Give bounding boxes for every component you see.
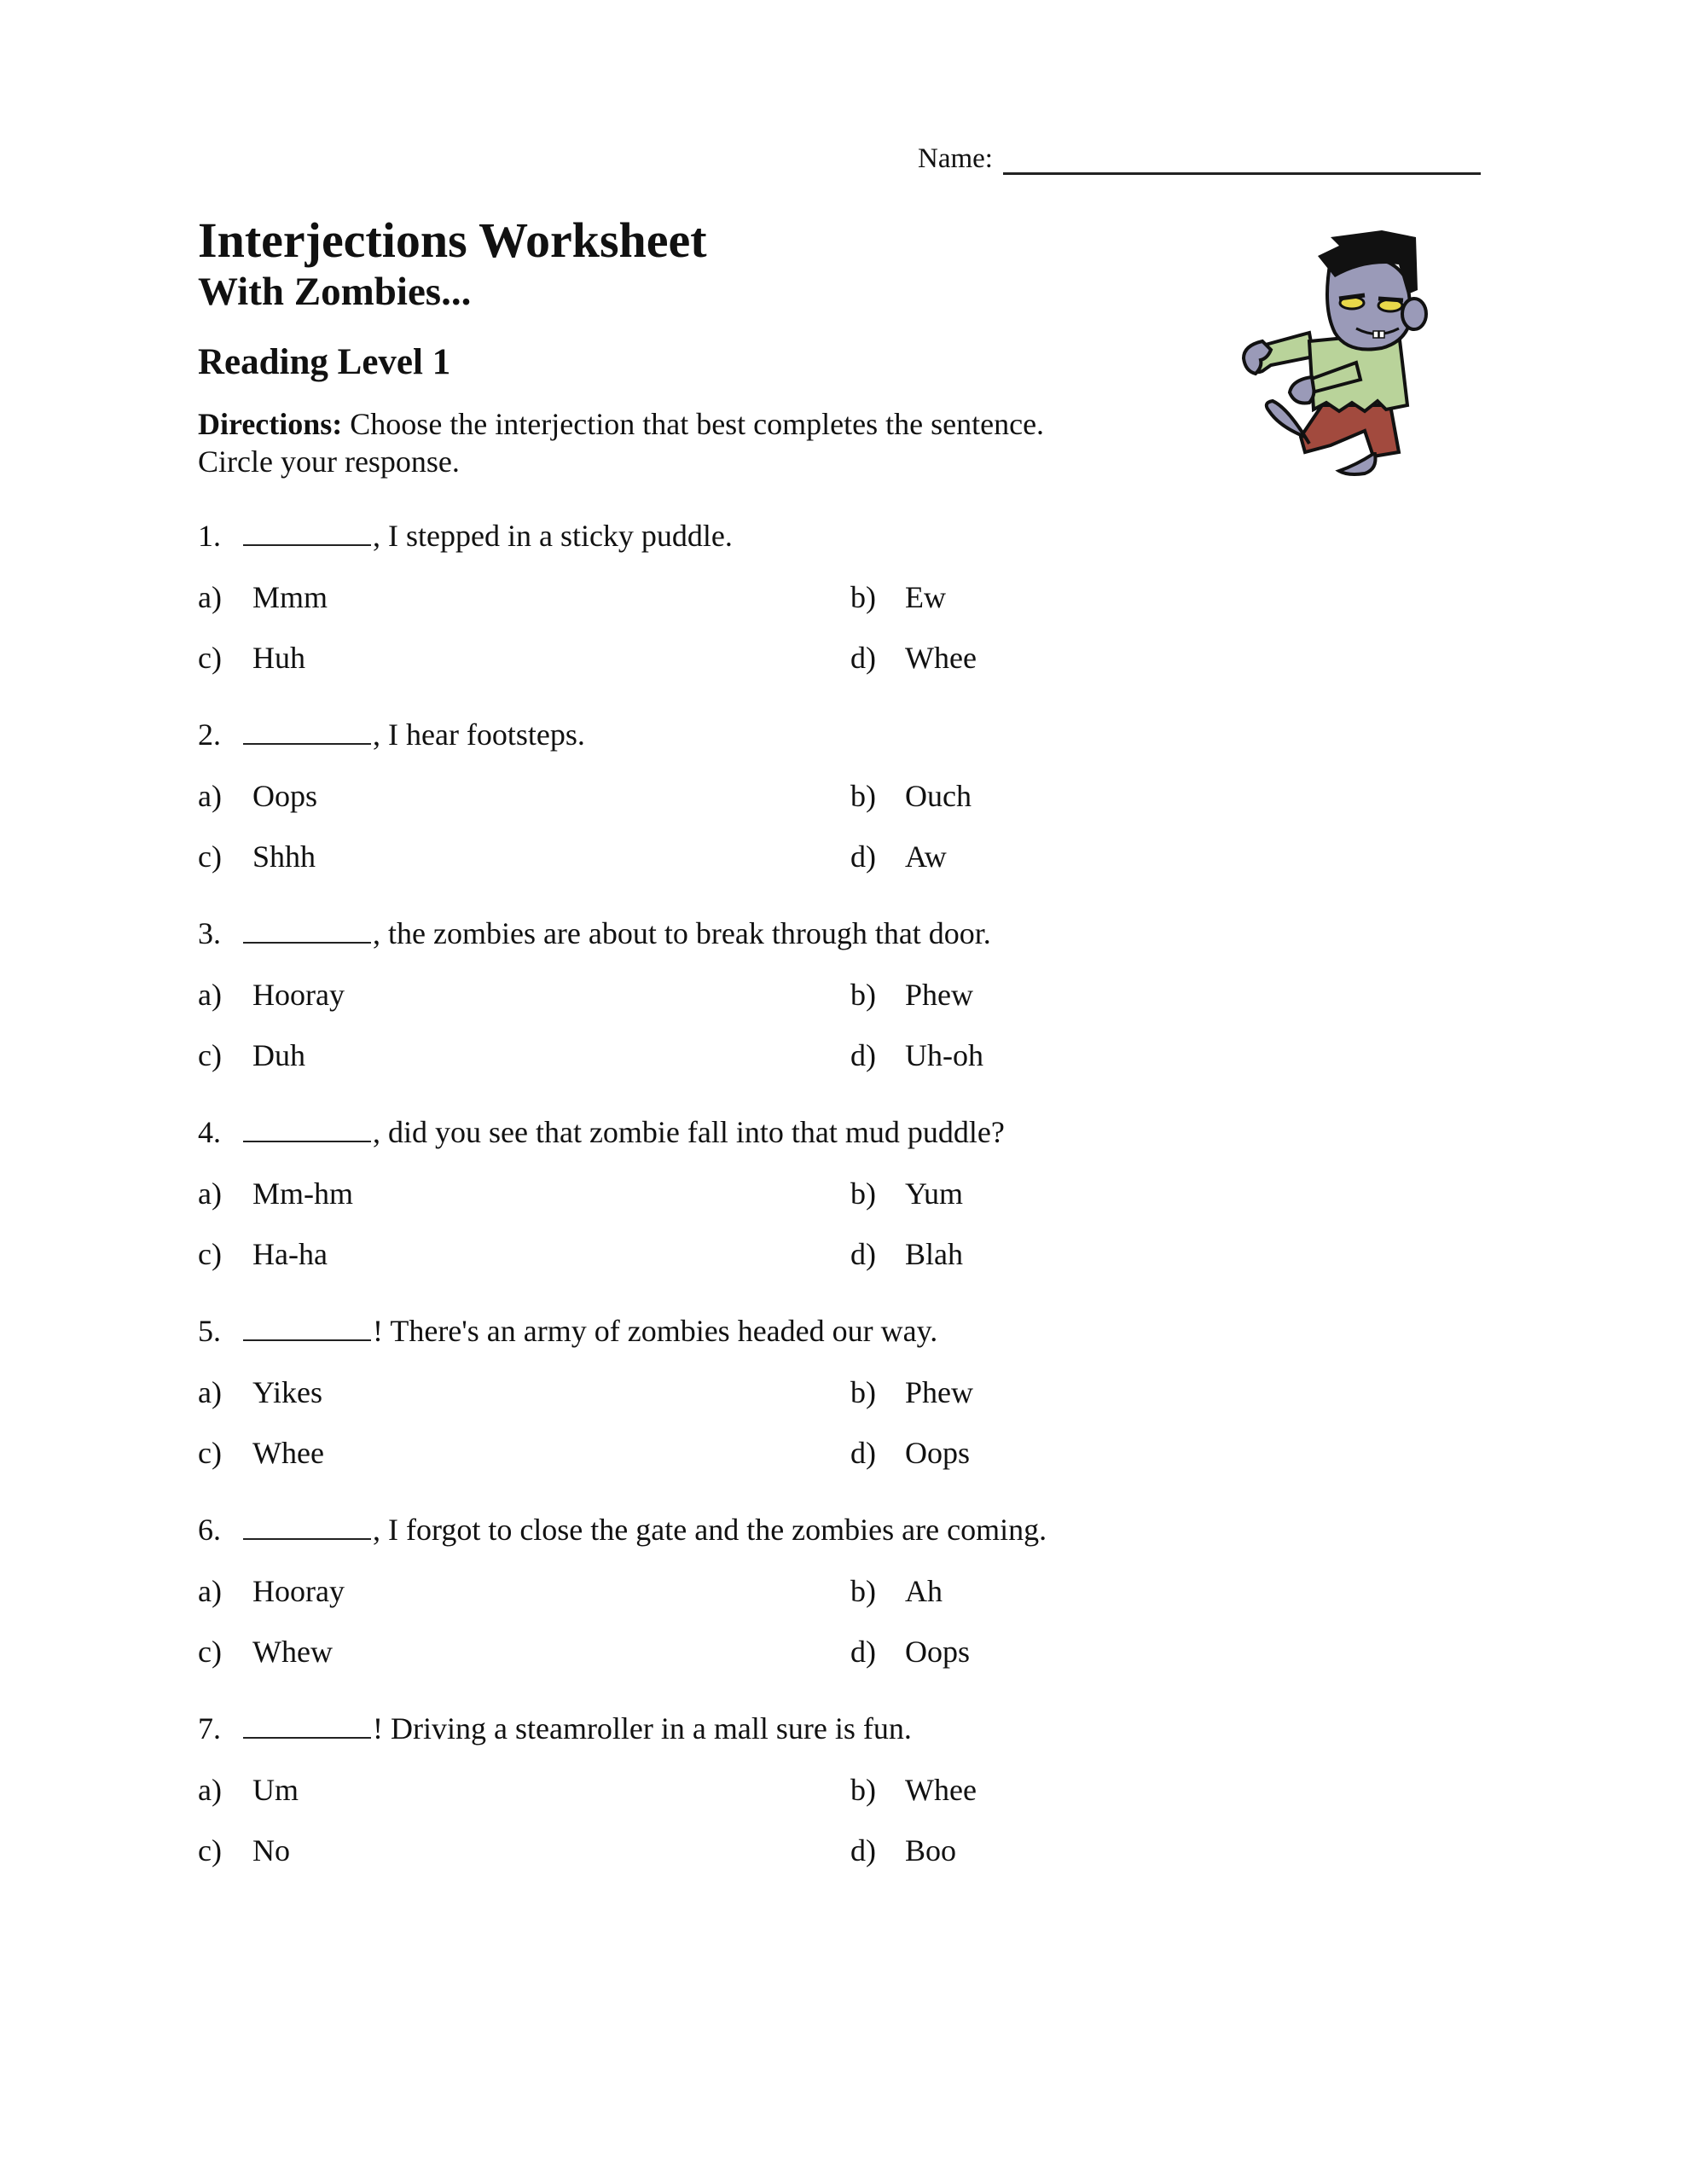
option-letter: c) xyxy=(198,839,222,874)
answer-option[interactable] xyxy=(198,1772,299,1808)
option-text[interactable]: Phew xyxy=(905,1375,973,1409)
answer-option[interactable] xyxy=(198,1037,305,1073)
option-text[interactable]: Oops xyxy=(905,1635,971,1669)
answer-option[interactable] xyxy=(198,1634,333,1670)
answer-blank[interactable] xyxy=(243,1314,371,1341)
option-text[interactable]: Oops xyxy=(905,1436,971,1470)
question-punctuation: ! xyxy=(373,1314,383,1348)
option-letter: c) xyxy=(198,641,222,675)
option-text[interactable]: No xyxy=(252,1833,290,1867)
option-text[interactable]: Ah xyxy=(905,1574,943,1608)
question-number: 3. xyxy=(198,916,221,950)
question-sentence xyxy=(198,1711,912,1746)
option-text[interactable]: Huh xyxy=(252,641,305,675)
option-letter: a) xyxy=(198,1375,222,1409)
answer-option[interactable] xyxy=(198,1374,322,1410)
option-letter: a) xyxy=(198,1574,222,1608)
question-text: There's an army of zombies headed our way. xyxy=(383,1314,938,1348)
option-letter: d) xyxy=(850,1237,876,1271)
answer-blank[interactable] xyxy=(243,916,371,944)
answer-option[interactable] xyxy=(850,1634,970,1670)
option-letter: c) xyxy=(198,1833,222,1867)
option-letter: a) xyxy=(198,978,222,1012)
answer-option[interactable] xyxy=(850,1833,956,1868)
directions xyxy=(198,405,1044,480)
option-letter: b) xyxy=(850,978,876,1012)
option-letter: a) xyxy=(198,580,222,614)
question-sentence xyxy=(198,915,991,951)
answer-option[interactable] xyxy=(198,839,316,874)
answer-option[interactable] xyxy=(850,1037,983,1073)
option-text[interactable]: Hooray xyxy=(252,978,345,1012)
answer-option[interactable] xyxy=(850,1176,963,1211)
option-text[interactable]: Oops xyxy=(252,779,318,813)
option-letter: b) xyxy=(850,1176,876,1211)
answer-option[interactable] xyxy=(198,1435,324,1471)
option-letter: d) xyxy=(850,641,876,675)
question-sentence xyxy=(198,1512,1047,1548)
option-letter: a) xyxy=(198,1773,222,1807)
reading-level-heading: Reading Level 1 xyxy=(198,342,451,382)
option-text[interactable]: Ha-ha xyxy=(252,1237,328,1271)
question-number: 1. xyxy=(198,519,221,553)
question-text: did you see that zombie fall into that mud puddle? xyxy=(380,1115,1005,1149)
option-text[interactable]: Whee xyxy=(905,641,977,675)
option-text[interactable]: Aw xyxy=(905,839,947,874)
option-letter: a) xyxy=(198,779,222,813)
name-field[interactable] xyxy=(918,143,1481,175)
option-text[interactable]: Mmm xyxy=(252,580,328,614)
answer-option[interactable] xyxy=(850,1374,973,1410)
option-text[interactable]: Phew xyxy=(905,978,973,1012)
option-text[interactable]: Um xyxy=(252,1773,299,1807)
option-letter: b) xyxy=(850,1773,876,1807)
answer-option[interactable] xyxy=(850,839,947,874)
worksheet-title: Interjections Worksheet xyxy=(198,212,707,268)
question-punctuation: , xyxy=(373,717,380,752)
directions-label: Directions: xyxy=(198,407,343,441)
option-text[interactable]: Ew xyxy=(905,580,946,614)
name-label: Name: xyxy=(918,143,993,174)
option-text[interactable]: Uh-oh xyxy=(905,1038,983,1072)
name-input-line[interactable] xyxy=(1003,147,1481,175)
question-sentence xyxy=(198,1313,937,1349)
option-text[interactable]: Duh xyxy=(252,1038,305,1072)
question-number: 7. xyxy=(198,1711,221,1745)
option-letter: b) xyxy=(850,580,876,614)
question-sentence xyxy=(198,518,733,554)
answer-option[interactable] xyxy=(850,640,977,676)
answer-option[interactable] xyxy=(850,1772,977,1808)
answer-blank[interactable] xyxy=(243,1513,371,1540)
question-punctuation: , xyxy=(373,916,380,950)
answer-option[interactable] xyxy=(198,1176,353,1211)
option-letter: c) xyxy=(198,1038,222,1072)
question-number: 6. xyxy=(198,1513,221,1547)
question-punctuation: , xyxy=(373,1513,380,1547)
answer-option[interactable] xyxy=(198,1573,345,1609)
answer-option[interactable] xyxy=(198,1833,290,1868)
answer-blank[interactable] xyxy=(243,1115,371,1142)
option-text[interactable]: Blah xyxy=(905,1237,963,1271)
answer-option[interactable] xyxy=(198,1236,328,1272)
question-punctuation: , xyxy=(373,1115,380,1149)
question-punctuation: , xyxy=(373,519,380,553)
option-letter: d) xyxy=(850,839,876,874)
option-text[interactable]: Boo xyxy=(905,1833,957,1867)
answer-blank[interactable] xyxy=(243,519,371,546)
option-letter: b) xyxy=(850,779,876,813)
answer-option[interactable] xyxy=(198,579,328,615)
question-number: 4. xyxy=(198,1115,221,1149)
answer-option[interactable] xyxy=(198,977,345,1013)
option-letter: d) xyxy=(850,1436,876,1470)
answer-option[interactable] xyxy=(198,778,317,814)
answer-option[interactable] xyxy=(850,1435,970,1471)
answer-option[interactable] xyxy=(198,640,305,676)
option-letter: c) xyxy=(198,1237,222,1271)
option-text[interactable]: Whew xyxy=(252,1635,333,1669)
option-letter: c) xyxy=(198,1436,222,1470)
answer-blank[interactable] xyxy=(243,717,371,745)
directions-text-2: Circle your response. xyxy=(198,444,460,479)
option-text[interactable]: Yikes xyxy=(252,1375,323,1409)
option-letter: b) xyxy=(850,1574,876,1608)
question-number: 2. xyxy=(198,717,221,752)
option-text[interactable]: Ouch xyxy=(905,779,972,813)
answer-option[interactable] xyxy=(850,778,972,814)
option-letter: a) xyxy=(198,1176,222,1211)
question-sentence xyxy=(198,717,585,752)
option-text[interactable]: Whee xyxy=(905,1773,977,1807)
option-letter: d) xyxy=(850,1038,876,1072)
option-text[interactable]: Yum xyxy=(905,1176,964,1211)
question-punctuation: ! xyxy=(373,1711,383,1745)
question-text: Driving a steamroller in a mall sure is fun. xyxy=(383,1711,912,1745)
question-text: I hear footsteps. xyxy=(380,717,585,752)
question-sentence xyxy=(198,1114,1005,1150)
option-text[interactable]: Mm-hm xyxy=(252,1176,354,1211)
answer-option[interactable] xyxy=(850,1573,943,1609)
zombie-illustration-icon xyxy=(1228,213,1450,486)
worksheet-subtitle: With Zombies... xyxy=(198,270,472,314)
answer-option[interactable] xyxy=(850,579,946,615)
option-letter: c) xyxy=(198,1635,222,1669)
answer-option[interactable] xyxy=(850,1236,963,1272)
answer-option[interactable] xyxy=(850,977,973,1013)
question-text: I forgot to close the gate and the zombies are coming. xyxy=(380,1513,1047,1547)
question-text: the zombies are about to break through that door. xyxy=(380,916,991,950)
answer-blank[interactable] xyxy=(243,1711,371,1739)
option-letter: b) xyxy=(850,1375,876,1409)
option-text[interactable]: Shhh xyxy=(252,839,316,874)
question-text: I stepped in a sticky puddle. xyxy=(380,519,733,553)
option-letter: d) xyxy=(850,1833,876,1867)
directions-text: Choose the interjection that best completes the sentence. xyxy=(350,407,1045,441)
question-number: 5. xyxy=(198,1314,221,1348)
option-text[interactable]: Whee xyxy=(252,1436,324,1470)
option-text[interactable]: Hooray xyxy=(252,1574,345,1608)
option-letter: d) xyxy=(850,1635,876,1669)
